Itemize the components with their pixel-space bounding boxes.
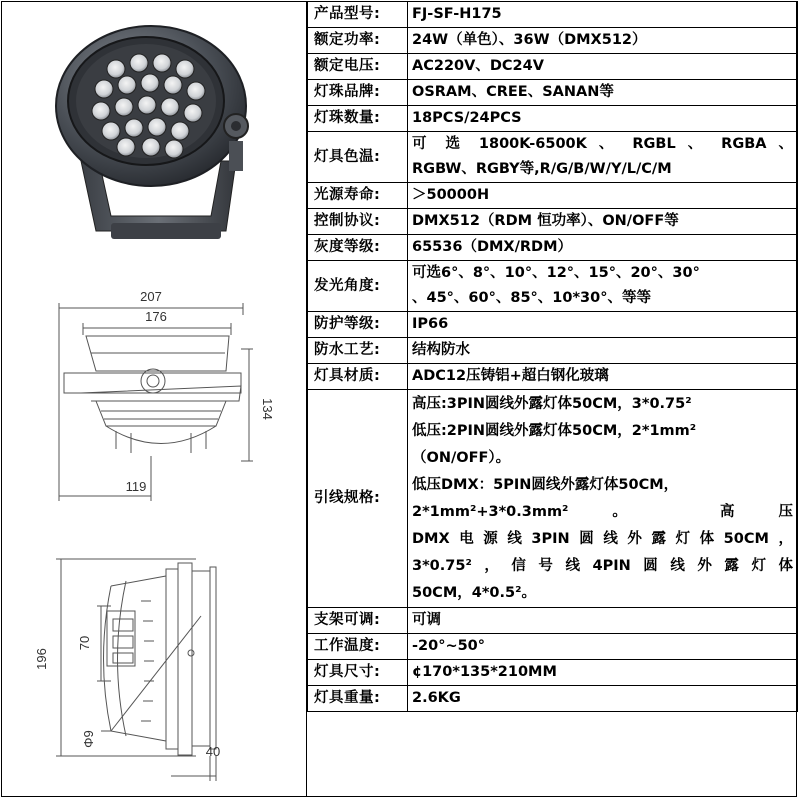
spec-key: 额定功率: [308, 28, 408, 54]
spec-row [308, 338, 798, 364]
spec-row [308, 80, 798, 106]
spec-value [408, 686, 798, 712]
spec-key: 防水工艺: [308, 338, 408, 364]
spec-value [408, 390, 798, 608]
spec-value-line: 可 选 1800K-6500K 、 RGBL 、 RGBA 、 [412, 136, 793, 152]
led-lens [161, 98, 179, 116]
spec-key: 灯珠数量: [308, 106, 408, 132]
spec-value [408, 2, 798, 28]
spec-row [308, 28, 798, 54]
spec-row [308, 132, 798, 183]
spec-key: 支架可调: [308, 608, 408, 634]
spec-value-line: FJ-SF-H175 [412, 6, 502, 22]
spec-value-line: OSRAM、CREE、SANAN等 [412, 84, 614, 100]
product-photo [1, 1, 305, 271]
spec-value-line: 65536（DMX/RDM） [412, 239, 573, 255]
front-view-drawing [1, 541, 305, 791]
spec-row [308, 390, 798, 608]
dim-134: 134 [260, 398, 275, 420]
spec-value [408, 54, 798, 80]
spec-key: 灯具重量: [308, 686, 408, 712]
led-lens [153, 54, 171, 72]
spec-value [408, 634, 798, 660]
led-lens [95, 80, 113, 98]
spec-value-line: 2.6KG [412, 690, 461, 706]
spec-value [408, 209, 798, 235]
spec-value-line: 可调 [412, 612, 441, 628]
spec-value-line: ＞50000H [412, 187, 490, 203]
spec-row [308, 106, 798, 132]
spec-value-line: 低压:2PIN圆线外露灯体50CM，2*1mm² [412, 422, 697, 439]
spec-value-line: 高压:3PIN圆线外露灯体50CM，3*0.75² [412, 395, 692, 412]
spec-row [308, 183, 798, 209]
spec-value [408, 312, 798, 338]
led-lens [125, 119, 143, 137]
dim-207: 207 [140, 289, 162, 304]
spec-key: 额定电压: [308, 54, 408, 80]
spec-key: 产品型号: [308, 2, 408, 28]
spec-key: 工作温度: [308, 634, 408, 660]
spec-key: 灯具材质: [308, 364, 408, 390]
spec-value [408, 364, 798, 390]
led-lens [165, 140, 183, 158]
dim-119: 119 [125, 479, 147, 494]
spec-key: 灯具色温: [308, 132, 408, 183]
spec-row [308, 235, 798, 261]
spec-value [408, 80, 798, 106]
spec-row [308, 364, 798, 390]
spec-row [308, 54, 798, 80]
spec-row [308, 312, 798, 338]
spec-value-line: RGBW、RGBY等,R/G/B/W/Y/L/C/M [412, 161, 672, 177]
spec-value [408, 28, 798, 54]
led-lens [107, 60, 125, 78]
led-lens [138, 96, 156, 114]
spec-value-line: -20°~50° [412, 638, 486, 654]
spec-value-line: 结构防水 [412, 342, 470, 358]
led-lens [115, 98, 133, 116]
spec-value-line: ADC12压铸铝+超白钢化玻璃 [412, 368, 609, 384]
spec-value-line: AC220V、DC24V [412, 58, 544, 74]
spec-value-line: 可选6°、8°、10°、12°、15°、20°、30° [412, 265, 700, 281]
spec-table [307, 1, 798, 712]
spec-row [308, 660, 798, 686]
spec-value-line: 18PCS/24PCS [412, 110, 522, 126]
spec-value-line: 24W（单色）、36W（DMX512） [412, 32, 647, 48]
spec-row [308, 608, 798, 634]
spec-value-line: 3*0.75²，信号线4PIN圆线外露灯体 [412, 557, 793, 574]
led-lens [148, 118, 166, 136]
spec-row [308, 634, 798, 660]
product-drawings-panel [1, 1, 307, 797]
spec-value [408, 608, 798, 634]
dim-phi9: Φ9 [81, 730, 96, 748]
spec-value [408, 338, 798, 364]
led-lens [141, 74, 159, 92]
led-lens [142, 138, 160, 156]
spec-key: 控制协议: [308, 209, 408, 235]
led-lens [164, 76, 182, 94]
spec-key: 光源寿命: [308, 183, 408, 209]
spec-key: 防护等级: [308, 312, 408, 338]
led-lens [176, 60, 194, 78]
led-lens [92, 102, 110, 120]
spec-row [308, 261, 798, 312]
spec-value-line: 低压DMX：5PIN圆线外露灯体50CM， [412, 476, 679, 493]
led-lens [102, 122, 120, 140]
spec-value [408, 660, 798, 686]
spec-key: 灯具尺寸: [308, 660, 408, 686]
spec-key: 发光角度: [308, 261, 408, 312]
dim-70: 70 [77, 635, 92, 651]
spec-value [408, 261, 798, 312]
spec-value-line: DMX电源线3PIN圆线外露灯体50CM， [412, 530, 793, 547]
spec-value-line: ¢170*135*210MM [412, 664, 557, 680]
spec-row [308, 2, 798, 28]
spec-key: 灯珠品牌: [308, 80, 408, 106]
spec-key: 引线规格: [308, 390, 408, 608]
spec-key: 灰度等级: [308, 235, 408, 261]
spec-row [308, 686, 798, 712]
spec-value [408, 132, 798, 183]
led-lens [117, 138, 135, 156]
led-lens [187, 82, 205, 100]
led-lens [130, 54, 148, 72]
spec-value [408, 183, 798, 209]
led-lens [118, 76, 136, 94]
side-view-drawing [1, 281, 305, 521]
spec-value [408, 235, 798, 261]
dim-40: 40 [205, 744, 221, 759]
led-lens [184, 104, 202, 122]
spec-value-line: （ON/OFF）。 [412, 449, 511, 466]
spec-row [308, 209, 798, 235]
spec-value [408, 106, 798, 132]
dim-196: 196 [34, 648, 49, 670]
spec-value-line: 50CM，4*0.5²。 [412, 584, 536, 601]
dim-176: 176 [145, 309, 167, 324]
spec-value-line: DMX512（RDM 恒功率）、ON/OFF等 [412, 213, 679, 229]
led-lens [171, 122, 189, 140]
spec-value-line: 2*1mm²+3*0.3mm²。 高压 [412, 503, 793, 520]
spec-value-line: 、45°、60°、85°、10*30°、等等 [412, 290, 651, 306]
spec-value-line: IP66 [412, 316, 449, 332]
